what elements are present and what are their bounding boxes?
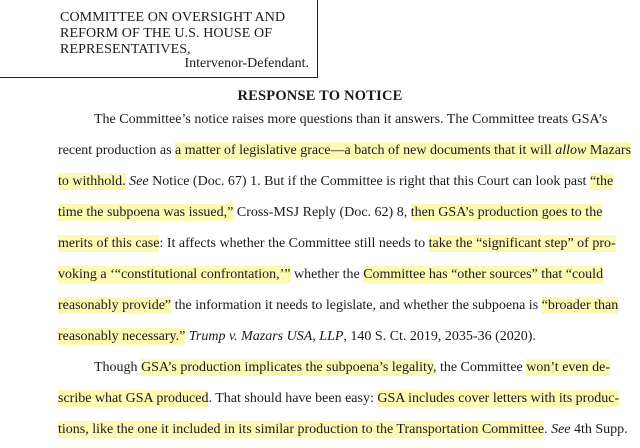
text-run: The Committee’s notice raises more questions than it answers. The Committee treats GSA’s: [94, 112, 608, 127]
highlighted-text: merits of this case: [58, 236, 160, 251]
body-line-6: [58, 266, 604, 283]
citation-signal: See: [551, 422, 571, 437]
text-run: Cross-MSJ Reply (Doc. 62) 8,: [233, 205, 411, 220]
text-run: whether the: [290, 267, 364, 282]
text-run: . That should have been easy:: [208, 391, 378, 406]
highlighted-text: a matter of legislative grace—a batch of new documents that it will allow Mazars: [175, 143, 632, 158]
highlighted-text: Committee has “other sources” that “could: [363, 267, 604, 282]
body-line-3: [58, 173, 614, 190]
body-line-8: [58, 328, 574, 345]
highlighted-text: voking a ‘“constitutional confrontation,’”: [58, 267, 291, 282]
text-run: , 140 S. Ct. 2019, 2035-36 (2020).: [343, 329, 536, 344]
highlighted-text: to withhold.: [58, 174, 126, 189]
caption-line-1: COMMITTEE ON OVERSIGHT AND: [60, 10, 286, 25]
text-run: recent production as: [58, 143, 176, 158]
party-role: Intervenor-Defendant.: [184, 56, 309, 71]
caption-line-2: REFORM OF THE U.S. HOUSE OF: [60, 26, 273, 41]
body-line-5: [58, 235, 616, 252]
body-line-9: [94, 359, 610, 376]
highlighted-text: take the “significant step” of pro-: [428, 236, 616, 251]
body-line-2: [58, 142, 632, 159]
case-citation: Trump v. Mazars USA, LLP: [188, 329, 344, 344]
highlighted-text: “broader than: [541, 298, 619, 313]
text-run: Though: [94, 360, 142, 375]
section-heading: RESPONSE TO NOTICE: [237, 88, 403, 104]
text-run: 4th Supp.: [570, 422, 628, 437]
case-caption-box: [0, 0, 318, 78]
highlighted-text: “the: [589, 174, 614, 189]
caption-line-3: REPRESENTATIVES,: [60, 42, 191, 57]
text-run: the information it needs to legislate, and whether the subpoena is: [171, 298, 542, 313]
body-line-4: [58, 204, 603, 221]
highlighted-text: then GSA’s production goes to the: [410, 205, 603, 220]
body-line-7: [58, 297, 619, 314]
highlighted-text: GSA’s production implicates the subpoena’s legality: [141, 360, 433, 375]
citation-signal: See: [129, 174, 149, 189]
highlighted-text: reasonably necessary.”: [58, 329, 186, 344]
body-line-11: tions, like the one it included in its similar production to the Transportation Committee. See 4th Supp.: [58, 422, 628, 437]
body-line-10: [58, 390, 620, 407]
highlighted-text: time the subpoena was issued,”: [58, 205, 234, 220]
highlighted-text: reasonably provide”: [58, 298, 172, 313]
body-line-1: [94, 111, 608, 128]
highlighted-text: tions, like the one it included in its similar production to the Transportation Committee: [58, 422, 545, 437]
text-run: : It affects whether the Committee still needs to: [159, 236, 429, 251]
text-run: , the Committee: [432, 360, 527, 375]
highlighted-text: won’t even de-: [526, 360, 610, 375]
highlighted-text: GSA includes cover letters with its produc-: [377, 391, 620, 406]
text-run: Notice (Doc. 67) 1. But if the Committee is right that this Court can look past: [148, 174, 590, 189]
highlighted-text: scribe what GSA produced: [58, 391, 209, 406]
